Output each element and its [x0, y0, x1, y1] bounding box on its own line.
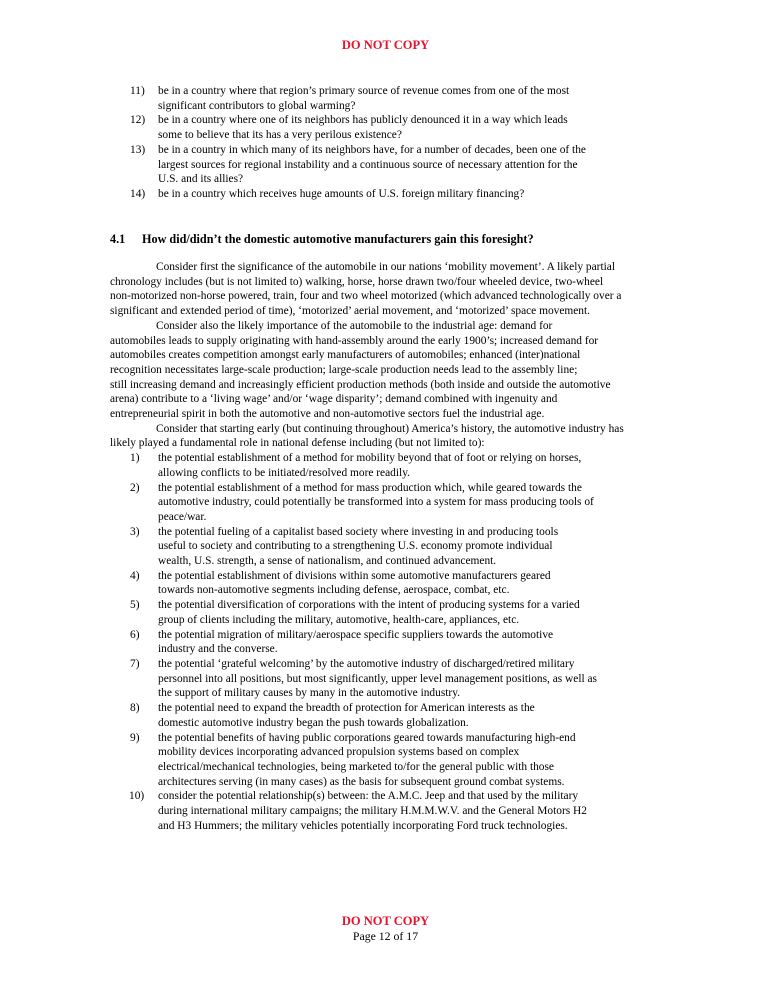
role-number: 1)	[130, 452, 140, 465]
role-line: domestic automotive industry began the push towards globalization.	[158, 716, 469, 729]
question-line: be in a country where one of its neighbors has publicly denounced it in a way which leads	[158, 114, 568, 127]
role-line: peace/war.	[158, 510, 207, 523]
question-number: 13)	[130, 143, 146, 156]
paragraph-line: non-motorized non-horse powered, train, four and two wheel motorized (which advanced technologically over a	[110, 290, 622, 303]
role-line: industry and the converse.	[158, 643, 278, 656]
role-line: consider the potential relationship(s) between: the A.M.C. Jeep and that used by the military	[158, 790, 579, 803]
question-line: largest sources for regional instability and a continuous source of necessary attention for the	[158, 158, 578, 171]
paragraph-line: Consider also the likely importance of the automobile to the industrial age: demand for	[156, 319, 553, 332]
body-text	[110, 260, 690, 833]
paragraph	[110, 422, 690, 451]
paragraph-line: entrepreneurial spirit in both the automotive and non-automotive sectors fuel the industrial age.	[110, 408, 545, 421]
role-number: 5)	[130, 599, 140, 612]
section-number: 4.1	[110, 232, 126, 246]
role-item	[110, 481, 690, 525]
question-number: 14)	[130, 187, 146, 200]
paragraph-line: arena) contribute to a ‘living wage’ and/or ‘wage disparity’; demand combined with ingenuity and	[110, 393, 558, 406]
role-line: wealth, U.S. strength, a sense of nationalism, and continued advancement.	[158, 555, 497, 568]
role-item	[110, 628, 690, 657]
paragraph	[110, 319, 690, 422]
role-line: the potential fueling of a capitalist based society where investing in and producing tools	[158, 525, 559, 538]
footer-do-not-copy: DO NOT COPY	[341, 914, 430, 928]
paragraph-line: likely played a fundamental role in national defense including (but not limited to):	[110, 437, 485, 450]
question-number: 11)	[130, 85, 145, 97]
role-item	[110, 731, 690, 790]
role-line: mobility devices incorporating advanced propulsion systems based on complex	[158, 746, 520, 759]
paragraph-line: automobiles creates competition amongst early manufacturers of automobiles; enhanced (inter)national	[110, 349, 581, 362]
page-number: Page 12 of 17	[352, 929, 419, 943]
role-line: the potential establishment of a method for mobility beyond that of foot or relying on horses,	[158, 452, 582, 465]
paragraph	[110, 260, 690, 319]
role-line: the potential need to expand the breadth of protection for American interests as the	[158, 702, 535, 715]
role-line: allowing conflicts to be initiated/resolved more readily.	[158, 466, 410, 479]
role-line: group of clients including the military, automotive, health-care, appliances, etc.	[158, 613, 520, 626]
role-line: the potential establishment of a method for mass production which, while geared towards the	[158, 481, 582, 494]
role-line: the potential diversification of corporations with the intent of producing systems for a varied	[158, 599, 580, 612]
role-item	[110, 701, 690, 730]
question-item	[130, 84, 690, 113]
role-line: the potential establishment of divisions within some automotive manufacturers geared	[158, 569, 551, 582]
role-line: automotive industry, could potentially be transformed into a system for mass producing tools of	[158, 496, 594, 509]
role-line: the potential ‘grateful welcoming’ by the automotive industry of discharged/retired military	[158, 657, 575, 670]
section-heading	[110, 232, 534, 247]
question-list	[130, 84, 690, 202]
paragraph-line: significant and extended period of time), ‘motorized’ aerial movement, and ‘motorized’ space movement.	[110, 305, 591, 318]
question-line: significant contributors to global warming?	[158, 99, 356, 112]
role-item	[110, 451, 690, 480]
role-line: the potential migration of military/aerospace specific suppliers towards the automotive	[158, 628, 554, 641]
role-number: 4)	[130, 569, 140, 582]
role-line: architectures serving (in many cases) as the basis for subsequent ground combat systems.	[158, 775, 565, 788]
role-line: and H3 Hummers; the military vehicles potentially incorporating Ford truck technologies.	[158, 819, 568, 832]
question-item	[130, 187, 690, 202]
header-do-not-copy: DO NOT COPY	[341, 38, 430, 52]
paragraph-line: recognition necessitates large-scale production; large-scale production needs lead to the assembly line;	[110, 363, 578, 376]
question-line: some to believe that its has a very perilous existence?	[158, 129, 402, 142]
role-list	[110, 451, 690, 833]
page-footer	[0, 913, 771, 944]
paragraph-line: Consider first the significance of the automobile in our nations ‘mobility movement’. A likely partial	[156, 261, 616, 273]
question-line: be in a country in which many of its neighbors have, for a number of decades, been one of the	[158, 143, 586, 156]
paragraph-line: chronology includes (but is not limited to) walking, horse, horse drawn two/four wheeled device, two-wheel	[110, 275, 604, 288]
role-item	[110, 789, 690, 833]
role-number: 6)	[130, 628, 140, 641]
question-item	[130, 113, 690, 142]
paragraph-line: automobiles leads to supply originating with hand-assembly around the early 1900’s; increased demand for	[110, 334, 599, 347]
role-line: electrical/mechanical technologies, being marketed to/for the general public with those	[158, 760, 554, 773]
role-line: personnel into all positions, but most significantly, upper level management positions, as well as	[158, 672, 597, 685]
role-number: 9)	[130, 731, 140, 744]
paragraph-line: Consider that starting early (but continuing throughout) America’s history, the automotive industry has	[156, 422, 624, 435]
role-number: 10)	[129, 790, 145, 803]
question-line: U.S. and its allies?	[158, 173, 244, 186]
question-number: 12)	[130, 114, 146, 127]
role-item	[110, 525, 690, 569]
question-item	[130, 143, 690, 187]
role-item	[110, 598, 690, 627]
role-line: the support of military causes by many in the automotive industry.	[158, 687, 461, 700]
role-line: the potential benefits of having public corporations geared towards manufacturing high-end	[158, 731, 576, 744]
role-item	[110, 569, 690, 598]
section-title: How did/didn’t the domestic automotive manufacturers gain this foresight?	[142, 232, 534, 246]
role-number: 3)	[130, 525, 140, 538]
role-line: during international military campaigns; the military H.M.M.W.V. and the General Motors H2	[158, 805, 587, 818]
question-line: be in a country where that region’s primary source of revenue comes from one of the most	[158, 85, 570, 97]
question-line: be in a country which receives huge amounts of U.S. foreign military financing?	[158, 187, 525, 200]
role-item	[110, 657, 690, 701]
role-number: 7)	[130, 657, 140, 670]
role-number: 2)	[130, 481, 140, 494]
role-line: useful to society and contributing to a strengthening U.S. economy promote individual	[158, 540, 553, 553]
paragraph-line: still increasing demand and increasingly efficient production methods (both inside and outside the automotive	[110, 378, 611, 391]
role-line: towards non-automotive segments including defense, aerospace, combat, etc.	[158, 584, 510, 597]
role-number: 8)	[130, 702, 140, 715]
